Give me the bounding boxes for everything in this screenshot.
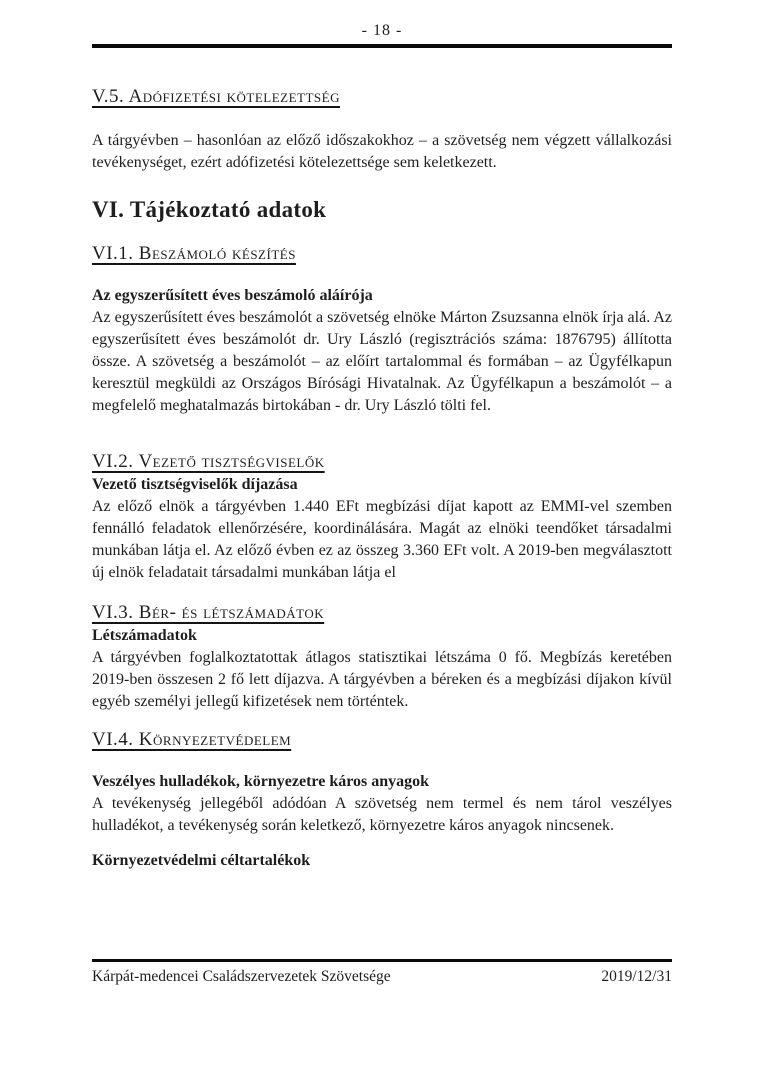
section-heading-v5-adofizetesi-kotelezettseg: V.5. Adófizetési kötelezettség — [92, 86, 340, 107]
page-content — [92, 85, 672, 872]
paragraph-vi3: A tárgyévben foglalkoztatottak átlagos statisztikai létszáma 0 fő. Megbízás keretében 2019-ben összesen 2 fő lett díjazva. A tárgyévben a béreken és a megbízási díjakon kívül egyéb személyi jellegű kifizetések nem történtek. — [92, 649, 672, 710]
subheading-vi2: Vezető tisztségviselők díjazása — [92, 476, 298, 493]
section-heading-vi1-beszamolo-keszites: VI.1. Beszámoló készítés — [92, 243, 296, 264]
footer-organization-name: Kárpát-medencei Családszervezetek Szövetsége — [92, 968, 391, 985]
subheading-vi3: Létszámadatok — [92, 627, 197, 644]
page-footer — [92, 959, 672, 987]
paragraph-vi4: A tevékenység jellegéből adódóan A szövetség nem termel és nem tárol veszélyes hulladékot, a tevékenység során keletkező, környezetre káros anyagok nincsenek. — [92, 795, 672, 834]
paragraph-vi2: Az előző elnök a tárgyévben 1.440 EFt megbízási díjat kapott az EMMI-vel szemben fennálló feladatok ellenőrzésére, koordinálására. Magát az elnöki teendőket társadalmi munkában látja el. Az előző évben ez az összeg 3.360 EFt volt. A 2019-ben megválasztott új elnök feladatait társadalmi munkában látja el — [92, 498, 672, 581]
paragraph-v5: A tárgyévben – hasonlóan az előző időszakokhoz – a szövetség nem végzett vállalkozási tevékenységet, ezért adófizetési kötelezettsége sem keletkezett. — [92, 132, 672, 171]
subheading-vi1: Az egyszerűsített éves beszámoló aláírója — [92, 287, 373, 304]
page-header — [92, 0, 672, 48]
main-heading-tajekoztato-adatok: VI. Tájékoztató adatok — [92, 197, 327, 222]
section-heading-vi4-kornyezetvedelem: VI.4. Környezetvédelem — [92, 729, 292, 750]
subheading-vi4-kornyezetvedelmi-celtartalekok: Környezetvédelmi céltartalékok — [92, 852, 311, 869]
section-heading-vi3-ber-es-letszamadatok: VI.3. Bér- és létszámadátok — [92, 602, 325, 623]
subheading-vi4-veszelyes-hulladekok: Veszélyes hulladékok, környezetre káros anyagok — [92, 773, 430, 790]
paragraph-vi1: Az egyszerűsített éves beszámolót a szövetség elnöke Márton Zsuzsanna elnök írja alá. Az egyszerűsített éves beszámolót dr. Ury László (regisztrációs száma: 1876795) állította össze. A szövetség a beszámolót – az előírt tartalommal és formában – az Ügyfélkapun keresztül megküldi az Országos Bírósági Hivatalnak. Az Ügyfélkapun a beszámolót – a megfelelő meghatalmazás birtokában - dr. Ury László tölti fel. — [92, 309, 672, 414]
footer-date: 2019/12/31 — [601, 968, 672, 985]
section-heading-vi2-vezeto-tisztsegviselok: VI.2. Vezető tisztségviselők — [92, 451, 325, 472]
page-number: - 18 - — [361, 22, 403, 39]
